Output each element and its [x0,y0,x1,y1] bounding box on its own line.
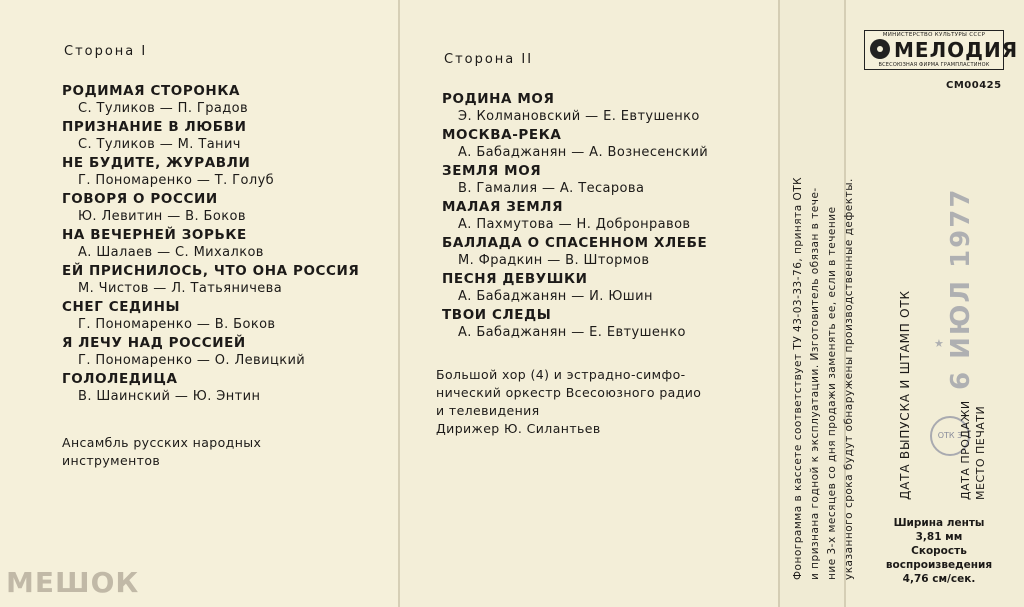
ministry-text: МИНИСТЕРСТВО КУЛЬТУРЫ СССР [882,32,986,38]
sale-stamp-label [958,400,988,500]
track-item [442,90,708,126]
track-authors: М. Чистов — Л. Татьяничева [78,281,283,296]
side-one-track-list [62,82,359,406]
side-one-title: Сторона I [64,44,148,59]
track-item [62,298,359,334]
track-item [442,126,708,162]
track-title: МОСКВА-РЕКА [442,127,562,143]
note-line: инструментов [62,453,161,468]
ticket-line: ние 3-х месяцев со дня продажи заменять ее, если в течение [826,206,838,580]
track-item [62,82,359,118]
track-item [62,262,359,298]
track-authors: А. Пахмутова — Н. Добронравов [458,217,691,232]
side-two-track-list [442,90,708,342]
track-authors: М. Фрадкин — В. Штормов [458,253,650,268]
spec-line: 3,81 мм [915,531,963,543]
note-line: нический оркестр Всесоюзного радио [436,385,702,400]
track-authors: Г. Пономаренко — Т. Голуб [78,173,275,188]
note-line: Большой хор (4) и эстрадно-симфо- [436,367,686,382]
track-authors: Г. Пономаренко — О. Левицкий [78,353,306,368]
track-title: ПРИЗНАНИЕ В ЛЮБВИ [62,119,247,135]
track-authors: Г. Пономаренко — В. Боков [78,317,276,332]
track-title: НА ВЕЧЕРНЕЙ ЗОРЬКЕ [62,227,247,243]
track-authors: В. Гамалия — А. Тесарова [458,181,645,196]
track-title: РОДИНА МОЯ [442,91,555,107]
track-title: ПЕСНЯ ДЕВУШКИ [442,271,588,287]
track-authors: А. Шалаев — С. Михалков [78,245,264,260]
track-item [442,234,708,270]
track-title: ГОЛОЛЕДИЦА [62,371,178,387]
track-authors: С. Туликов — П. Градов [78,101,249,116]
otk-stamp: ОТК 3 [930,416,970,456]
note-line: и телевидения [436,403,540,418]
track-title: ЕЙ ПРИСНИЛОСЬ, ЧТО ОНА РОССИЯ [62,263,360,279]
track-authors: В. Шаинский — Ю. Энтин [78,389,261,404]
release-stamp-label: ДАТА ВЫПУСКА И ШТАМП ОТК [898,290,912,500]
ticket-line: Фонограмма в кассете соответствует ТУ 43-03-33-76, принята ОТК [792,176,804,580]
ticket-line: и признана годной к эксплуатации. Изготовитель обязан в тече- [809,187,821,580]
track-authors: Э. Колмановский — Е. Евтушенко [458,109,700,124]
track-title: ГОВОРЯ О РОССИИ [62,191,218,207]
fold-line [398,0,400,607]
record-disc-icon [870,39,890,59]
side-two-performer-note [436,366,701,438]
track-title: ЗЕМЛЯ МОЯ [442,163,542,179]
track-title: БАЛЛАДА О СПАСЕННОМ ХЛЕБЕ [442,235,708,251]
track-item [442,270,708,306]
firm-text: ВСЕСОЮЗНАЯ ФИРМА ГРАМПЛАСТИНОК [878,62,990,68]
star-icon: ★ [934,337,944,350]
track-item [62,370,359,406]
side-two-title: Сторона II [444,52,534,67]
melodiya-logo [864,30,1019,70]
track-item [62,190,359,226]
track-authors: А. Бабаджанян — И. Юшин [458,289,653,304]
track-title: РОДИМАЯ СТОРОНКА [62,83,241,99]
brand-name: МЕЛОДИЯ [894,38,1019,62]
watermark-logo: МЕШОК [6,566,140,599]
track-title: МАЛАЯ ЗЕМЛЯ [442,199,564,215]
track-item [62,334,359,370]
track-title: Я ЛЕЧУ НАД РОССИЕЙ [62,335,246,351]
track-title: НЕ БУДИТЕ, ЖУРАВЛИ [62,155,251,171]
track-item [442,162,708,198]
spec-line: воспроизведения [885,559,993,571]
tape-specs [864,516,1014,586]
track-authors: А. Бабаджанян — Е. Евтушенко [458,325,686,340]
track-authors: С. Туликов — М. Танич [78,137,241,152]
side-one-performer-note [62,434,261,470]
release-date-stamp: 6 ИЮЛ 1977 [946,187,976,390]
track-authors: Ю. Левитин — В. Боков [78,209,246,224]
track-item [62,154,359,190]
track-title: ТВОИ СЛЕДЫ [442,307,552,323]
spec-line: 4,76 см/сек. [902,573,976,585]
sale-stamp-line: МЕСТО ПЕЧАТИ [974,405,987,500]
track-item [442,306,708,342]
track-authors: А. Бабаджанян — А. Вознесенский [458,145,709,160]
spec-line: Скорость [911,545,967,557]
catalog-number: СМ00425 [946,80,1002,91]
track-item [442,198,708,234]
spec-line: Ширина ленты [893,517,985,529]
track-item [62,118,359,154]
track-title: СНЕГ СЕДИНЫ [62,299,181,315]
track-item [62,226,359,262]
note-line: Ансамбль русских народных [62,435,262,450]
note-line: Дирижер Ю. Силантьев [436,421,601,436]
fold-line [778,0,780,607]
sale-stamp-line: ДАТА ПРОДАЖИ [959,400,972,500]
ticket-line: указанного срока будут обнаружены производственные дефекты. [843,178,855,580]
quality-ticket-text [790,110,858,580]
